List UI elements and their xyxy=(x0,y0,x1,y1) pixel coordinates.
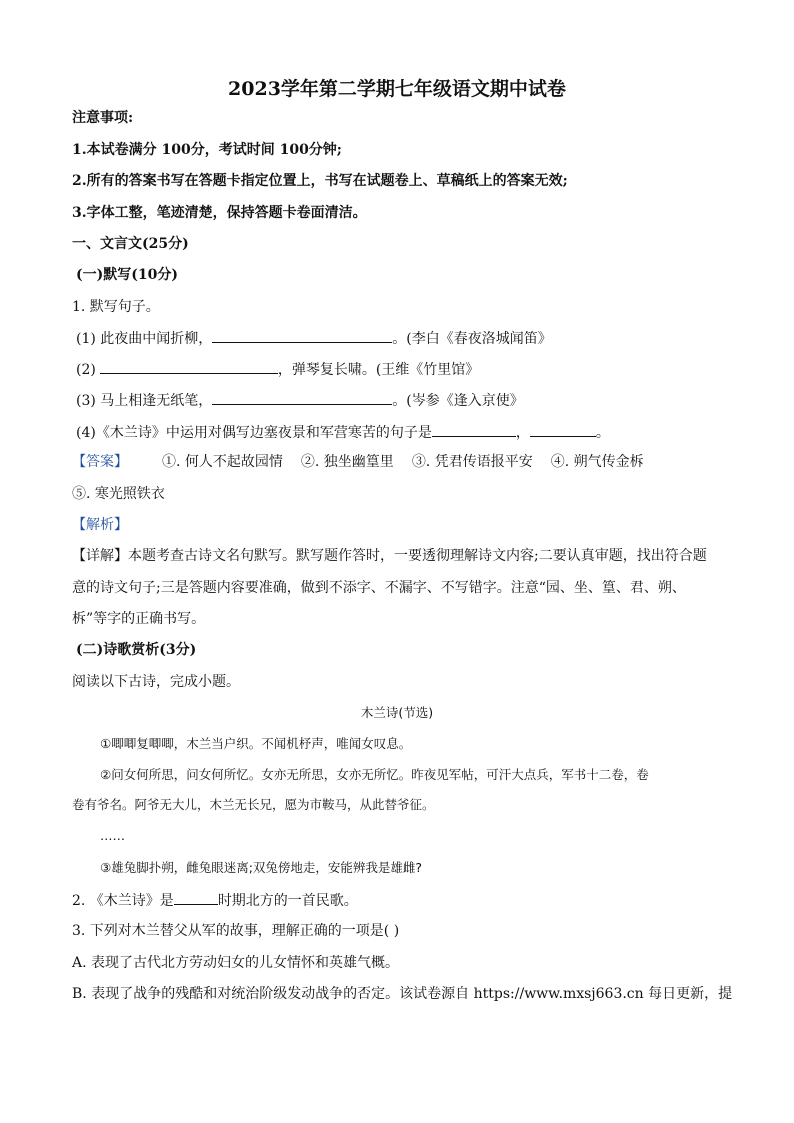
poem-line: ③雄兔脚扑朔，雌兔眼迷离;双兔傍地走，安能辨我是雄雌? xyxy=(100,860,423,875)
analysis-line xyxy=(72,546,707,566)
fill-text: (4)《木兰诗》中运用对偶写边塞夜景和军营寒苦的句子是 xyxy=(76,425,432,441)
question-stem: 3. 下列对木兰替父从军的故事，理解正确的一项是( ) xyxy=(72,923,400,939)
part-heading: (二)诗歌赏析(3分) xyxy=(76,642,197,658)
fill-text: ， xyxy=(515,425,530,441)
answer-item: ②. 独坐幽篁里 xyxy=(300,454,394,470)
fill-blank[interactable] xyxy=(212,390,392,405)
analysis-text: 柝”等字的正确书写。 xyxy=(72,611,206,627)
analysis-text: 本题考查古诗文名句默写。默写题作答时，一要透彻理解诗文内容;二要认真审题，找出符合题 xyxy=(128,548,707,564)
fill-text: (3) 马上相逢无纸笔， xyxy=(76,393,213,409)
section-heading: 一、文言文(25分) xyxy=(72,236,189,252)
fill-line-2 xyxy=(76,359,479,380)
fill-text: 。(岑参《逢入京使》 xyxy=(392,393,524,409)
fill-blank[interactable] xyxy=(174,890,218,905)
answer-line xyxy=(72,452,662,472)
fill-text: 。 xyxy=(595,425,610,441)
poem-line: ①唧唧复唧唧，木兰当户织。不闻机杼声，唯闻女叹息。 xyxy=(100,736,412,751)
fill-line-1 xyxy=(76,328,552,349)
page-title: 2023学年第二学期七年级语文期中试卷 xyxy=(228,78,566,100)
detail-tag: 【详解】 xyxy=(72,548,128,564)
fill-text: ，弹琴复长啸。(王维《竹里馆》 xyxy=(277,362,480,378)
fill-blank[interactable] xyxy=(432,422,516,437)
poem-line: 卷有爷名。阿爷无大儿，木兰无长兄，愿为市鞍马，从此替爷征。 xyxy=(72,797,435,812)
poem-line: ②问女何所思，问女何所忆。女亦无所思，女亦无所忆。昨夜见军帖，可汗大点兵，军书十二卷，卷 xyxy=(100,767,649,782)
notes-item: 1.本试卷满分 100分，考试时间 100分钟; xyxy=(72,142,342,158)
reading-intro: 阅读以下古诗，完成小题。 xyxy=(72,674,240,690)
fill-text: (1) 此夜曲中闻折柳， xyxy=(76,331,213,347)
fill-blank[interactable] xyxy=(212,328,392,343)
question-text: 时期北方的一首民歌。 xyxy=(217,893,358,909)
part-heading: (一)默写(10分) xyxy=(76,267,178,283)
fill-text: 。(李白《春夜洛城闻笛》 xyxy=(392,331,552,347)
notes-heading: 注意事项: xyxy=(72,110,134,126)
analysis-tag: 【解析】 xyxy=(72,517,128,533)
analysis-text: 意的诗文句子;三是答题内容要准确，做到不添字、不漏字、不写错字。注意“园、坐、篁、君、朔、 xyxy=(72,580,686,596)
notes-item: 3.字体工整，笔迹清楚，保持答题卡卷面清洁。 xyxy=(72,205,367,221)
fill-blank[interactable] xyxy=(100,359,278,374)
fill-text: (2) xyxy=(76,362,96,378)
notes-item: 2.所有的答案书写在答题卡指定位置上，书写在试题卷上、草稿纸上的答案无效; xyxy=(72,173,568,189)
answer-tag: 【答案】 xyxy=(72,454,128,470)
question-2 xyxy=(72,890,358,911)
answer-item: ⑤. 寒光照铁衣 xyxy=(72,486,165,502)
poem-title: 木兰诗(节选) xyxy=(360,705,434,720)
answer-item: ③. 凭君传语报平安 xyxy=(411,454,533,470)
fill-line-4 xyxy=(76,422,610,443)
poem-ellipsis: …… xyxy=(100,828,125,843)
fill-blank[interactable] xyxy=(530,422,596,437)
answer-item: ①. 何人不起故园情 xyxy=(162,454,283,470)
option-b: B. 表现了战争的残酷和对统治阶级发动战争的否定。该试卷源自 https://www.mxsj663.cn 每日更新，提 xyxy=(72,986,733,1002)
answer-item: ④. 朔气传金柝 xyxy=(550,454,644,470)
question-text: 2. 《木兰诗》是 xyxy=(72,893,174,909)
option-a: A. 表现了古代北方劳动妇女的儿女情怀和英雄气概。 xyxy=(72,955,400,971)
question-stem: 1. 默写句子。 xyxy=(72,299,160,315)
fill-line-3 xyxy=(76,390,524,411)
